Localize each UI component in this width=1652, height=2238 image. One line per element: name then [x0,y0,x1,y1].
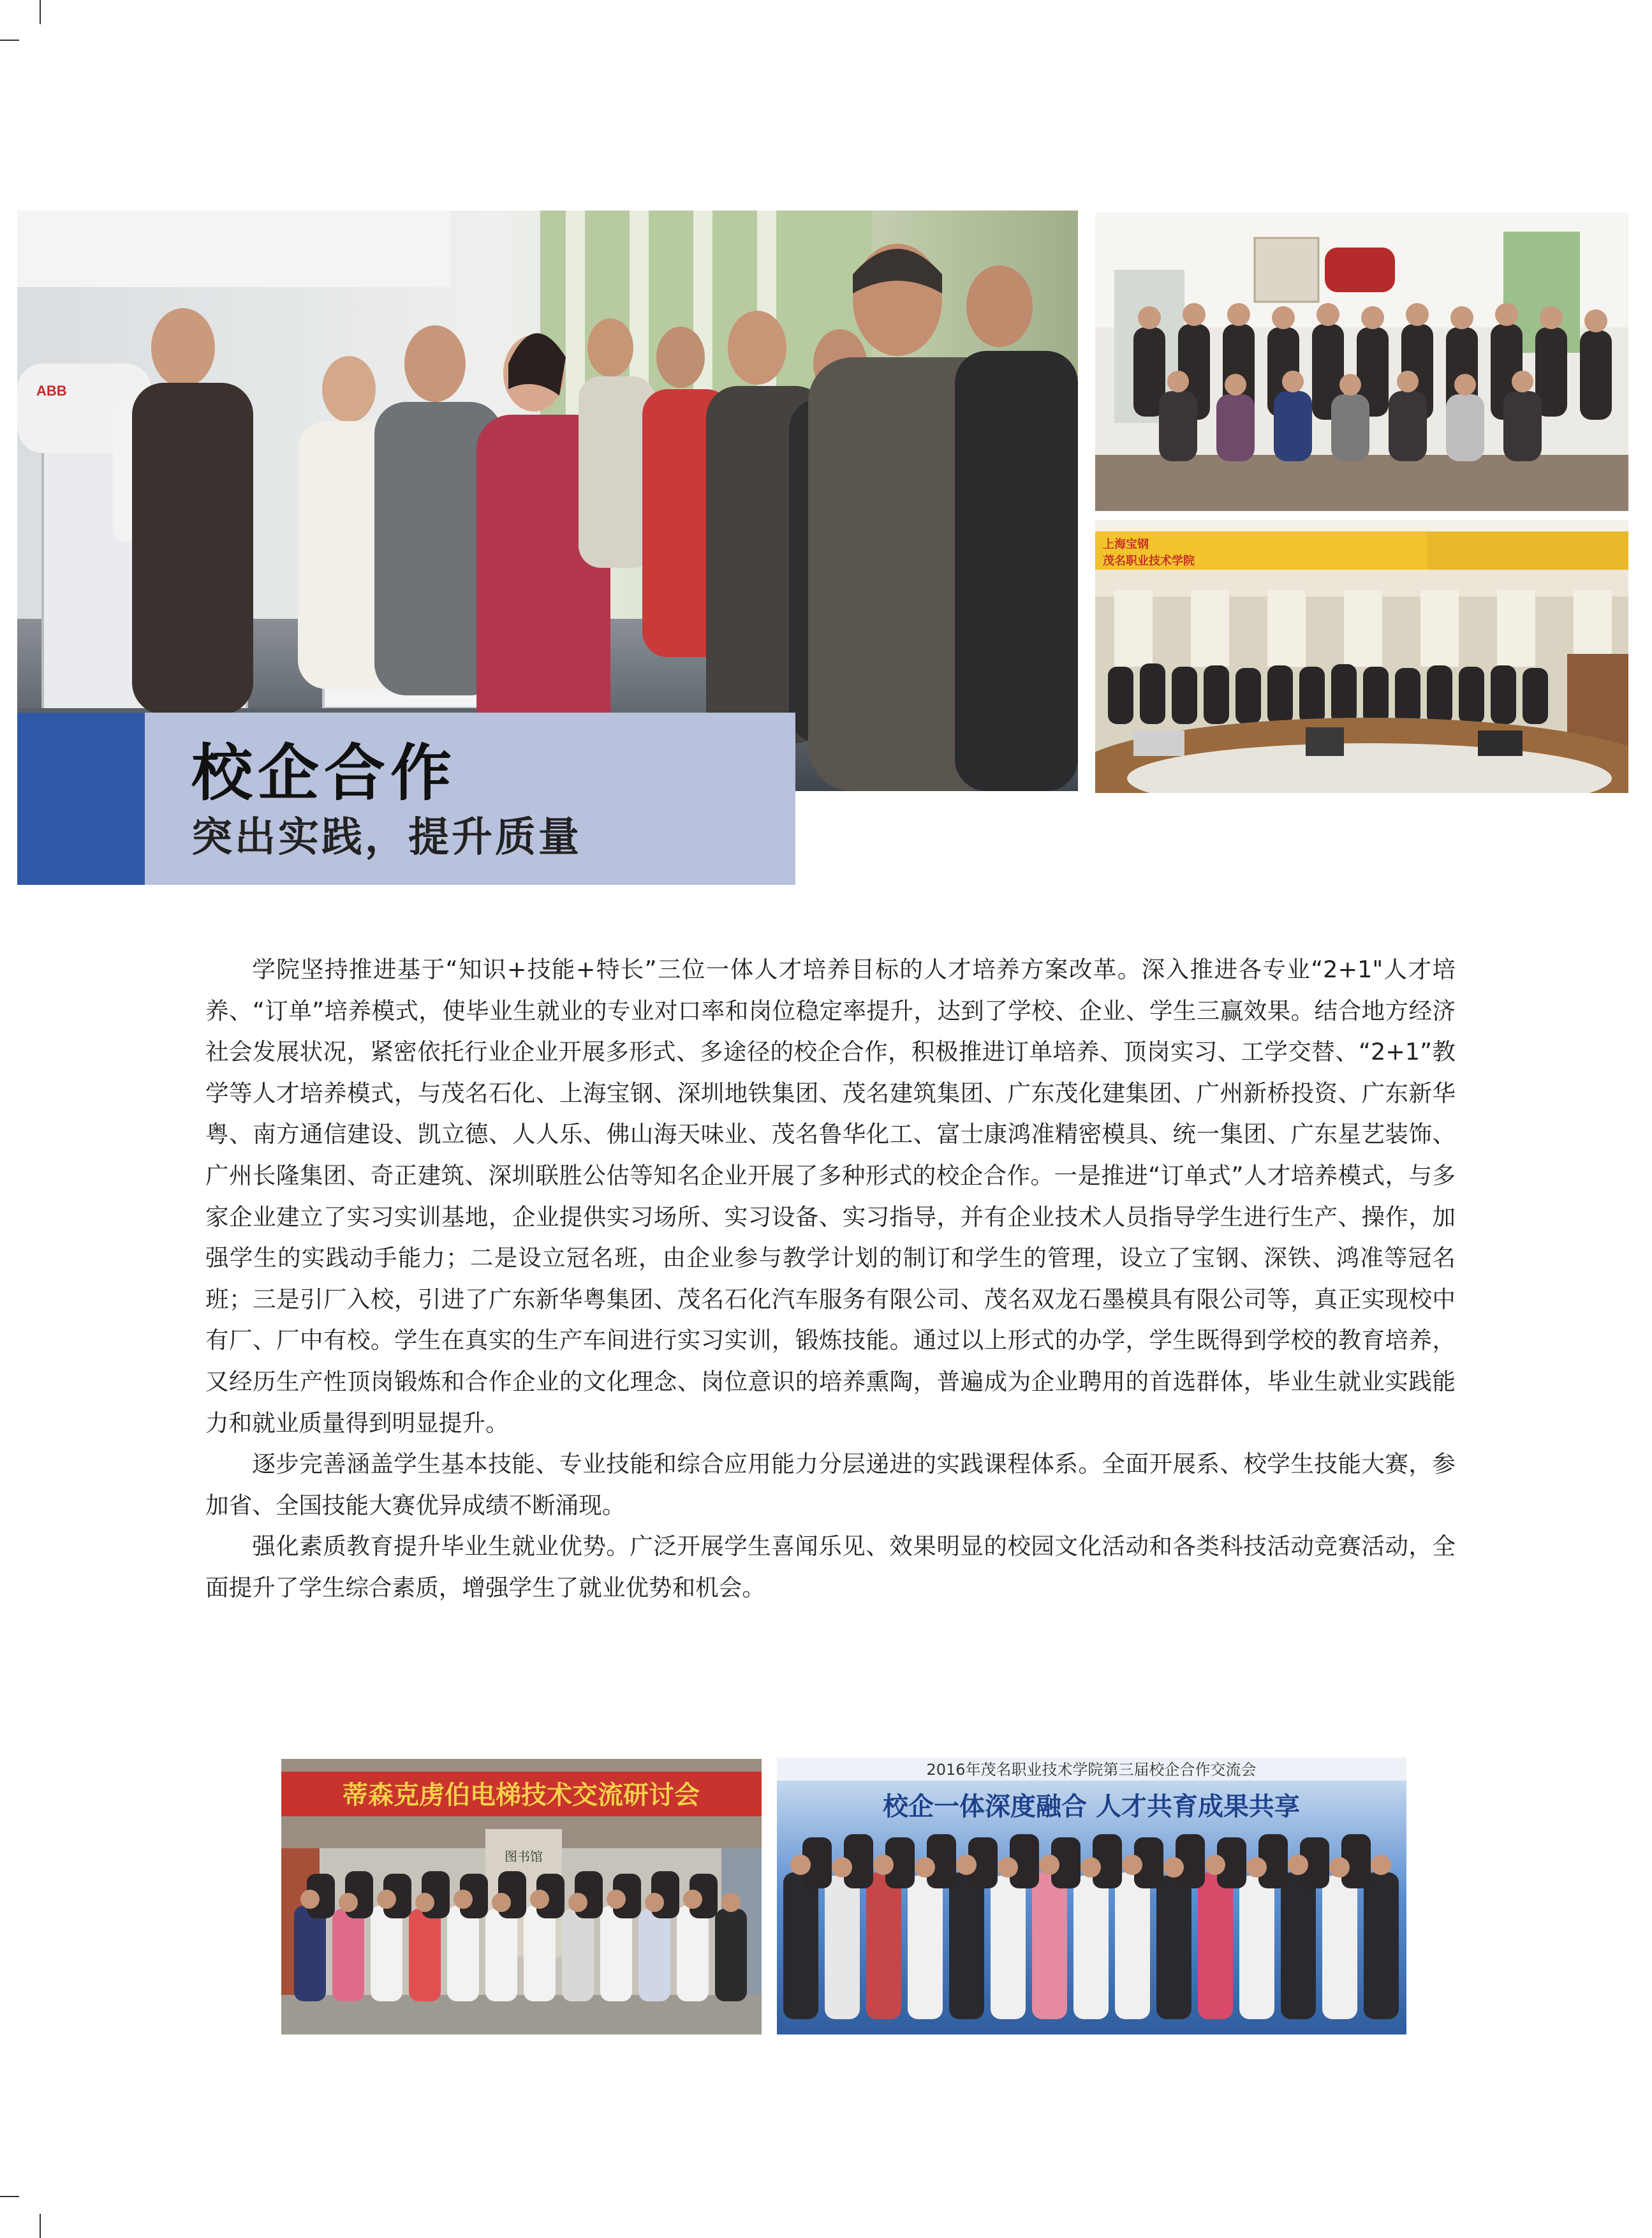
crop-mark-top-left [0,40,19,41]
seminar-banner-text: 蒂森克虏伯电梯技术交流研讨会 [343,1781,700,1810]
exchange-banner-main: 校企一体深度融合 人才共育成果共享 [883,1792,1300,1821]
elevator-seminar-group-photo [281,1759,762,2034]
crop-mark-bottom-left [0,2196,19,2197]
cooperation-exchange-conference-photo [777,1758,1406,2034]
meeting-banner-line-2: 茂名职业技术学院 [1103,554,1195,568]
plaque-unveiling-group-photo [1095,212,1628,511]
seminar-building-sign: 图书馆 [505,1849,543,1864]
crop-mark-bottom [40,2214,41,2238]
meeting-banner-line-1: 上海宝钢 [1103,538,1149,551]
article-paragraph-1: 学院坚持推进基于“知识+技能+特长”三位一体人才培养目标的人才培养方案改革。深入推进各专业“2+1"人才培养、“订单”培养模式，使毕业生就业的专业对口率和岗位稳定率提升，达到了学校、企业、学生三赢效果。结合地方经济社会发展状况，紧密依托行业企业开展多形式、多途径的校企合作，积极推进订单培养、顶岗实习、工学交替、“2+1”教学等人才培养模式，与茂名石化、上海宝钢、深圳地铁集团、茂名建筑集团、广东茂化建集团、广州新桥投资、广东新华粤、南方通信建设、凯立德、人人乐、佛山海天味业、茂名鲁华化工、富士康鸿准精密模具、统一集团、广东星艺装饰、广州长隆集团、奇正建筑、深圳联胜公估等知名企业开展了多种形式的校企合作。一是推进“订单式”人才培养模式，与多家企业建立了实习实训基地，企业提供实习场所、实习设备、实习指导，并有企业技术人员指导学生进行生产、操作，加强学生的实践动手能力；二是设立冠名班，由企业参与教学计划的制订和学生的管理，设立了宝钢、深铁、鸿准等冠名班；三是引厂入校，引进了广东新华粤集团、茂名石化汽车服务有限公司、茂名双龙石墨模具有限公司等，真正实现校中有厂、厂中有校。学生在真实的生产车间进行实习实训，锻炼技能。通过以上形式的办学，学生既得到学校的教育培养，又经历生产性顶岗锻炼和合作企业的文化理念、岗位意识的培养熏陶，普遍成为企业聘用的首选群体，毕业生就业实践能力和就业质量得到明显提升。 [205,956,1456,1437]
crop-mark-top [40,0,41,24]
section-subtitle: 突出实践，提升质量 [191,814,582,861]
main-photo-robot-visit [17,211,1078,791]
exchange-banner-top: 2016年茂名职业技术学院第三届校企合作交流会 [926,1761,1257,1779]
article-body [205,949,1456,1609]
cooperation-meeting-photo [1095,520,1628,793]
abb-robot-label: ABB [36,383,67,399]
section-header-accent [17,713,145,885]
section-title: 校企合作 [191,737,457,809]
article-paragraph-3: 强化素质教育提升毕业生就业优势。广泛开展学生喜闻乐见、效果明显的校园文化活动和各类科技活动竞赛活动，全面提升了学生综合素质，增强学生了就业优势和机会。 [205,1532,1456,1601]
article-paragraph-2: 逐步完善涵盖学生基本技能、专业技能和综合应用能力分层递进的实践课程体系。全面开展系、校学生技能大赛，参加省、全国技能大赛优异成绩不断涌现。 [205,1450,1456,1519]
